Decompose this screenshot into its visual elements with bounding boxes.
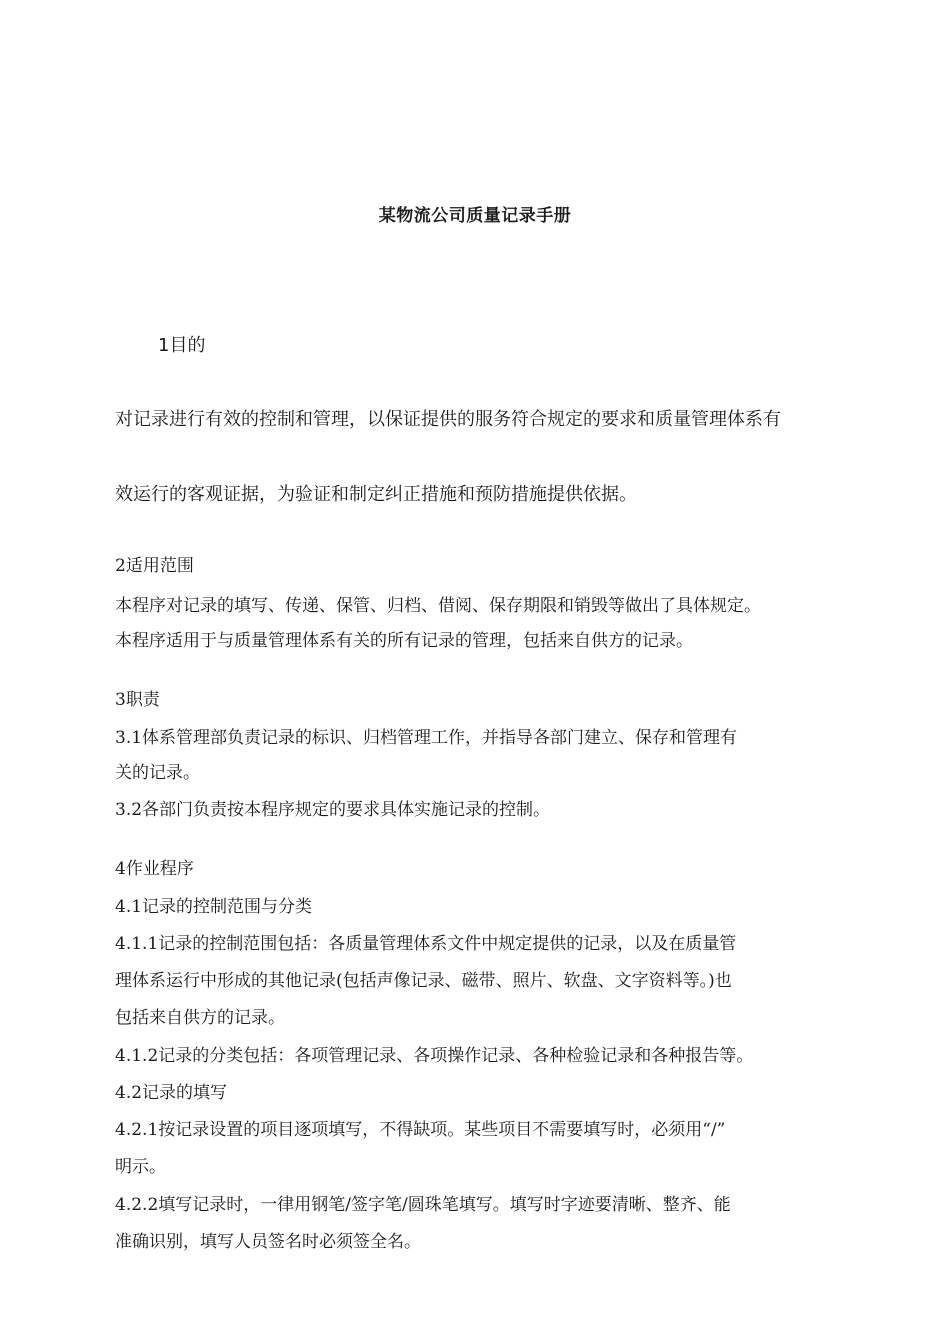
section-4-line: 4.1.2记录的分类包括：各项管理记录、各项操作记录、各种检验记录和各种报告等。 bbox=[115, 1046, 754, 1066]
section-2-line: 本程序适用于与质量管理体系有关的所有记录的管理，包括来自供方的记录。 bbox=[115, 631, 693, 651]
section-4-line: 4.1.1记录的控制范围包括：各质量管理体系文件中规定提供的记录，以及在质量管 bbox=[115, 934, 737, 954]
section-3-line: 3.1体系管理部负责记录的标识、归档管理工作，并指导各部门建立、保存和管理有 bbox=[115, 728, 738, 748]
section-4-line: 4.2.2填写记录时，一律用钢笔/签字笔/圆珠笔填写。填写时字迹要清晰、整齐、能 bbox=[115, 1195, 731, 1215]
section-4-line: 理体系运行中形成的其他记录(包括声像记录、磁带、照片、软盘、文字资料等。)也 bbox=[115, 971, 732, 991]
section-3-line: 关的记录。 bbox=[115, 763, 200, 783]
section-4-heading: 4作业程序 bbox=[115, 859, 194, 879]
section-4-line: 4.2.1按记录设置的项目逐项填写，不得缺项。某些项目不需要填写时，必须用“/” bbox=[115, 1120, 726, 1140]
section-2-line: 本程序对记录的填写、传递、保管、归档、借阅、保存期限和销毁等做出了具体规定。 bbox=[115, 596, 761, 616]
section-3-line: 3.2各部门负责按本程序规定的要求具体实施记录的控制。 bbox=[115, 800, 551, 820]
section-4-line: 包括来自供方的记录。 bbox=[115, 1008, 285, 1028]
section-3-heading: 3职责 bbox=[115, 690, 160, 710]
section-2-heading: 2适用范围 bbox=[115, 556, 194, 576]
section-1-heading: 1目的 bbox=[158, 335, 206, 356]
document-title: 某物流公司质量记录手册 bbox=[378, 206, 572, 226]
section-4-line: 准确识别，填写人员签名时必须签全名。 bbox=[115, 1232, 421, 1252]
section-1-paragraph-line-2: 效运行的客观证据，为验证和制定纠正措施和预防措施提供依据。 bbox=[115, 484, 637, 505]
section-1-paragraph-line-1: 对记录进行有效的控制和管理，以保证提供的服务符合规定的要求和质量管理体系有 bbox=[115, 409, 781, 430]
section-4-line: 4.1记录的控制范围与分类 bbox=[115, 897, 313, 917]
section-4-line: 明示。 bbox=[115, 1157, 166, 1177]
section-4-line: 4.2记录的填写 bbox=[115, 1083, 228, 1103]
